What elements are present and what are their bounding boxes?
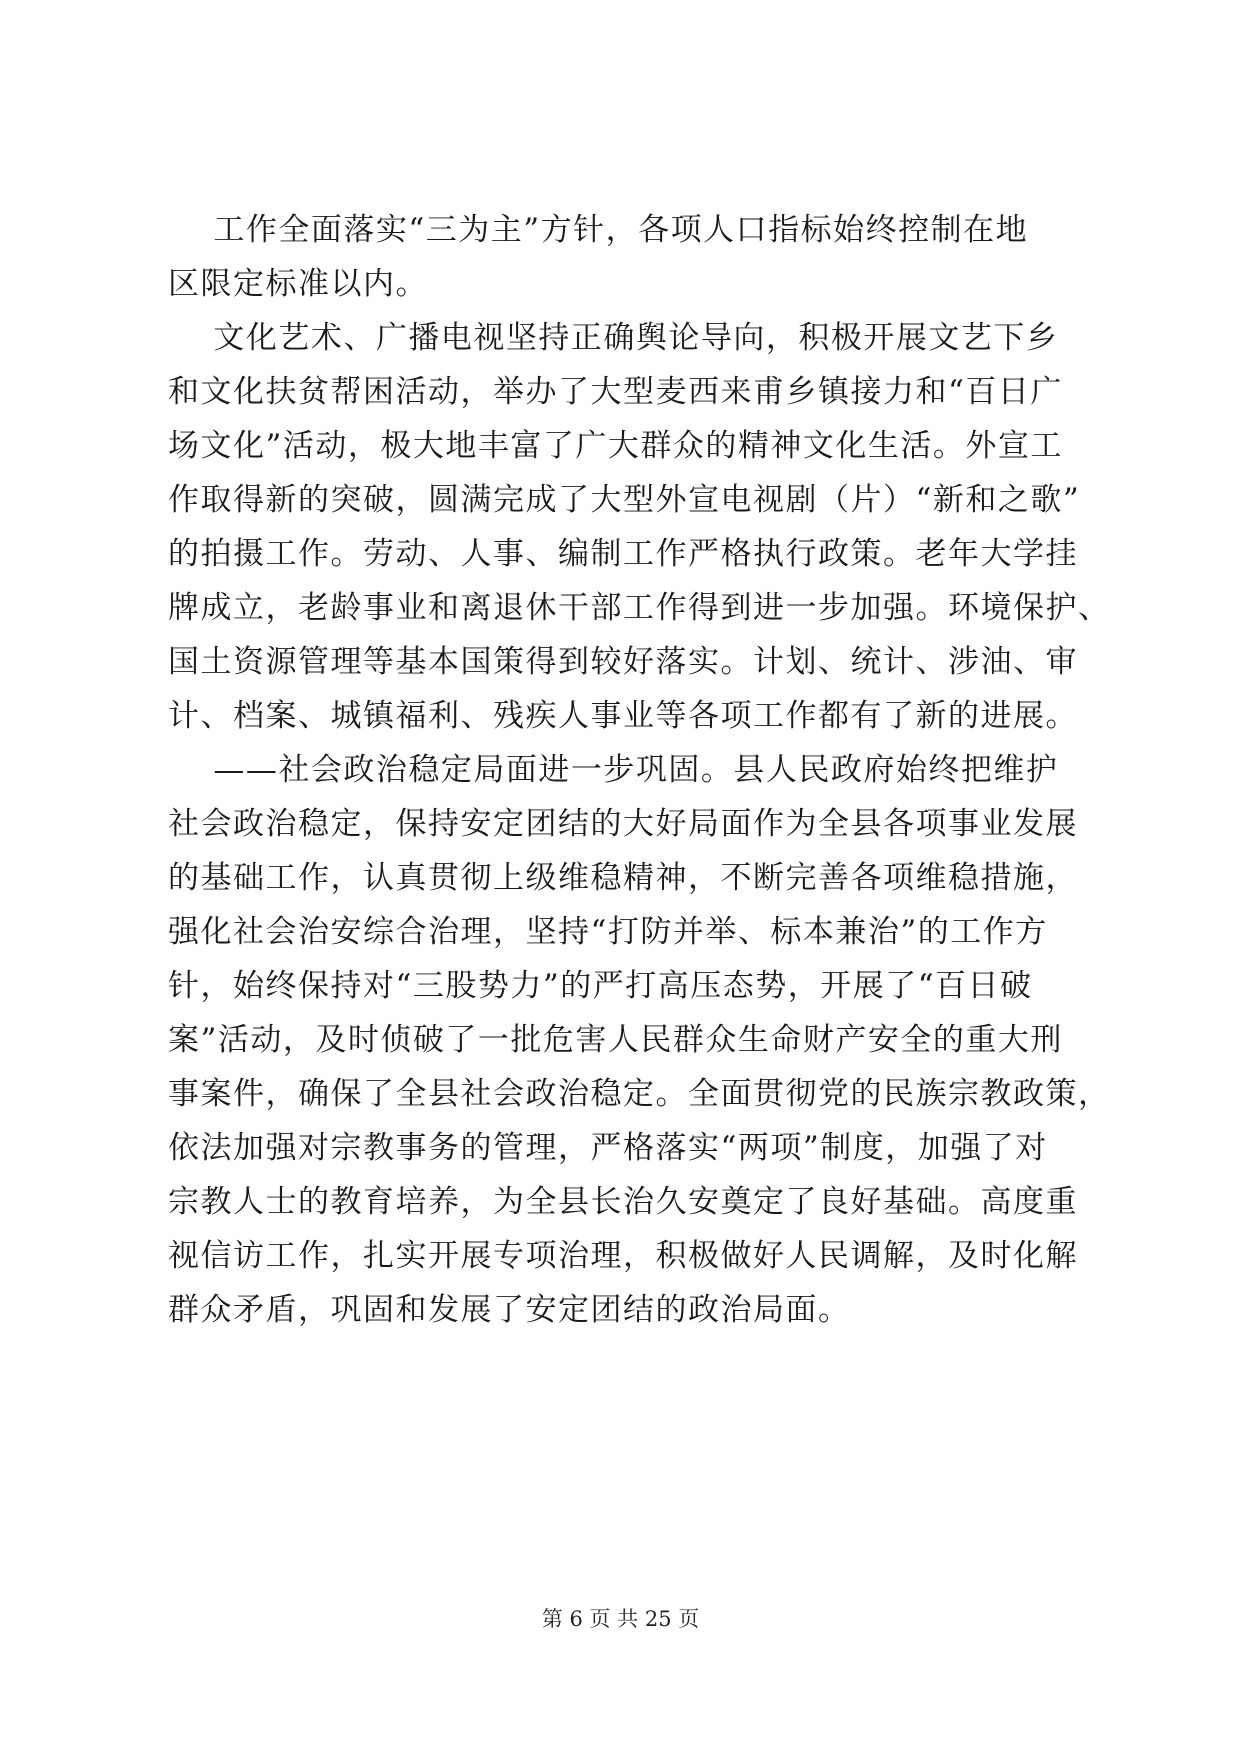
text-line: 针，始终保持对“三股势力”的严打高压态势，开展了“百日破 — [168, 968, 1033, 1004]
text-line: 的拍摄工作。劳动、人事、编制工作严格执行政策。老年大学挂 — [168, 536, 1078, 572]
text-line: ——社会政治稳定局面进一步巩固。县人民政府始终把维护 — [168, 752, 1059, 788]
text-line: 案”活动，及时侦破了一批危害人民群众生命财产安全的重大刑 — [168, 1022, 1063, 1058]
text-line: 场文化”活动，极大地丰富了广大群众的精神文化生活。外宣工 — [168, 428, 1063, 464]
text-line: 和文化扶贫帮困活动，举办了大型麦西来甫乡镇接力和“百日广 — [168, 374, 1063, 410]
text-line: 工作全面落实“三为主”方针，各项人口指标始终控制在地 — [168, 212, 1029, 248]
text-line: 群众矛盾，巩固和发展了安定团结的政治局面。 — [168, 1292, 851, 1328]
text-line: 牌成立，老龄事业和离退休干部工作得到进一步加强。环境保护、 — [168, 590, 1111, 626]
text-line: 强化社会治安综合治理，坚持“打防并举、标本兼治”的工作方 — [168, 914, 1048, 950]
page-number-footer: 第 6 页 共 25 页 — [541, 1607, 700, 1631]
text-line: 的基础工作，认真贯彻上级维稳精神，不断完善各项维稳措施， — [168, 860, 1078, 896]
text-line: 社会政治稳定，保持安定团结的大好局面作为全县各项事业发展 — [168, 806, 1078, 842]
text-line: 依法加强对宗教事务的管理，严格落实“两项”制度，加强了对 — [168, 1130, 1048, 1166]
text-line: 事案件，确保了全县社会政治稳定。全面贯彻党的民族宗教政策， — [168, 1076, 1111, 1112]
text-line: 国土资源管理等基本国策得到较好落实。计划、统计、涉油、审 — [168, 644, 1078, 680]
text-line: 作取得新的突破，圆满完成了大型外宣电视剧（片）“新和之歌” — [168, 482, 1081, 518]
text-line: 计、档案、城镇福利、残疾人事业等各项工作都有了新的进展。 — [168, 698, 1078, 734]
text-line: 宗教人士的教育培养，为全县长治久安奠定了良好基础。高度重 — [168, 1184, 1078, 1220]
text-line: 区限定标准以内。 — [168, 266, 428, 302]
text-line: 文化艺术、广播电视坚持正确舆论导向，积极开展文艺下乡 — [168, 320, 1059, 356]
text-line: 视信访工作，扎实开展专项治理，积极做好人民调解，及时化解 — [168, 1238, 1078, 1274]
